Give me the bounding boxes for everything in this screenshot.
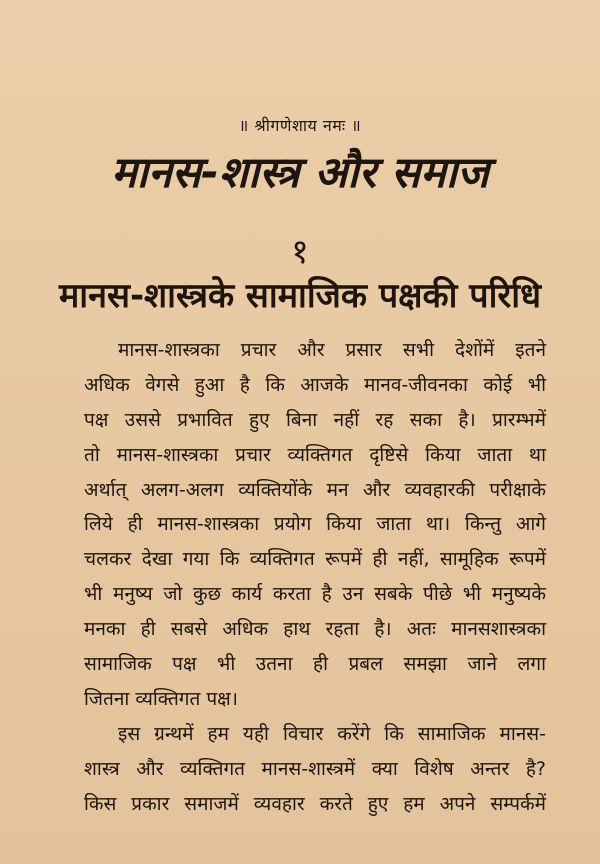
chapter-title: मानस-शास्त्रके सामाजिक पक्षकी परिधि (58, 276, 542, 316)
paragraph-line: अर्थात् अलग-अलग व्यक्तियोंके मन और व्यवहारकी परीक्षाके (84, 478, 546, 501)
paragraph-line: किस प्रकार समाजमें व्यवहार करते हुए हम अपने सम्पर्कमें (84, 792, 546, 815)
paragraph-line: अधिक वेगसे हुआ है कि आजके मानव-जीवनका कोई भी (84, 373, 546, 396)
paragraph-line: जितना व्यक्तिगत पक्ष। (84, 687, 238, 710)
paragraph-line: मानस-शास्त्रका प्रचार और प्रसार सभी देशोंमें इतने (118, 339, 546, 361)
paragraph-line: शास्त्र और व्यक्तिगत मानस-शास्त्रमें क्या विशेष अन्तर है? (84, 757, 546, 780)
paragraph-line: तो मानस-शास्त्रका प्रचार व्यक्तिगत दृष्टिसे किया जाता था (84, 443, 546, 466)
paragraph-line: मनका ही सबसे अधिक हाथ रहता है। अतः मानसशास्त्रका (84, 618, 546, 641)
paragraph-line: चलकर देखा गया कि व्यक्तिगत रूपमें ही नहीं, सामूहिक रूपमें (84, 548, 546, 571)
book-title: मानस-शास्त्र और समाज (111, 148, 489, 198)
paragraph-line: लिये ही मानस-शास्त्रका प्रयोग किया जाता था। किन्तु आगे (84, 513, 546, 536)
paragraph-line: इस ग्रन्थमें हम यही विचार करेंगे कि सामाजिक मानस- (118, 722, 546, 745)
paragraph-line: सामाजिक पक्ष भी उतना ही प्रबल समझा जाने लगा (84, 653, 546, 676)
invocation-heading: ॥ श्रीगणेशाय नमः ॥ (238, 116, 362, 135)
chapter-number: १ (291, 232, 309, 272)
paragraph-line: भी मनुष्य जो कुछ कार्य करता है उन सबके पीछे भी मनुष्यके (84, 583, 546, 606)
chapter-body (84, 333, 546, 821)
paragraph-line: पक्ष उससे प्रभावित हुए बिना नहीं रह सका है। प्रारम्भमें (84, 408, 546, 431)
